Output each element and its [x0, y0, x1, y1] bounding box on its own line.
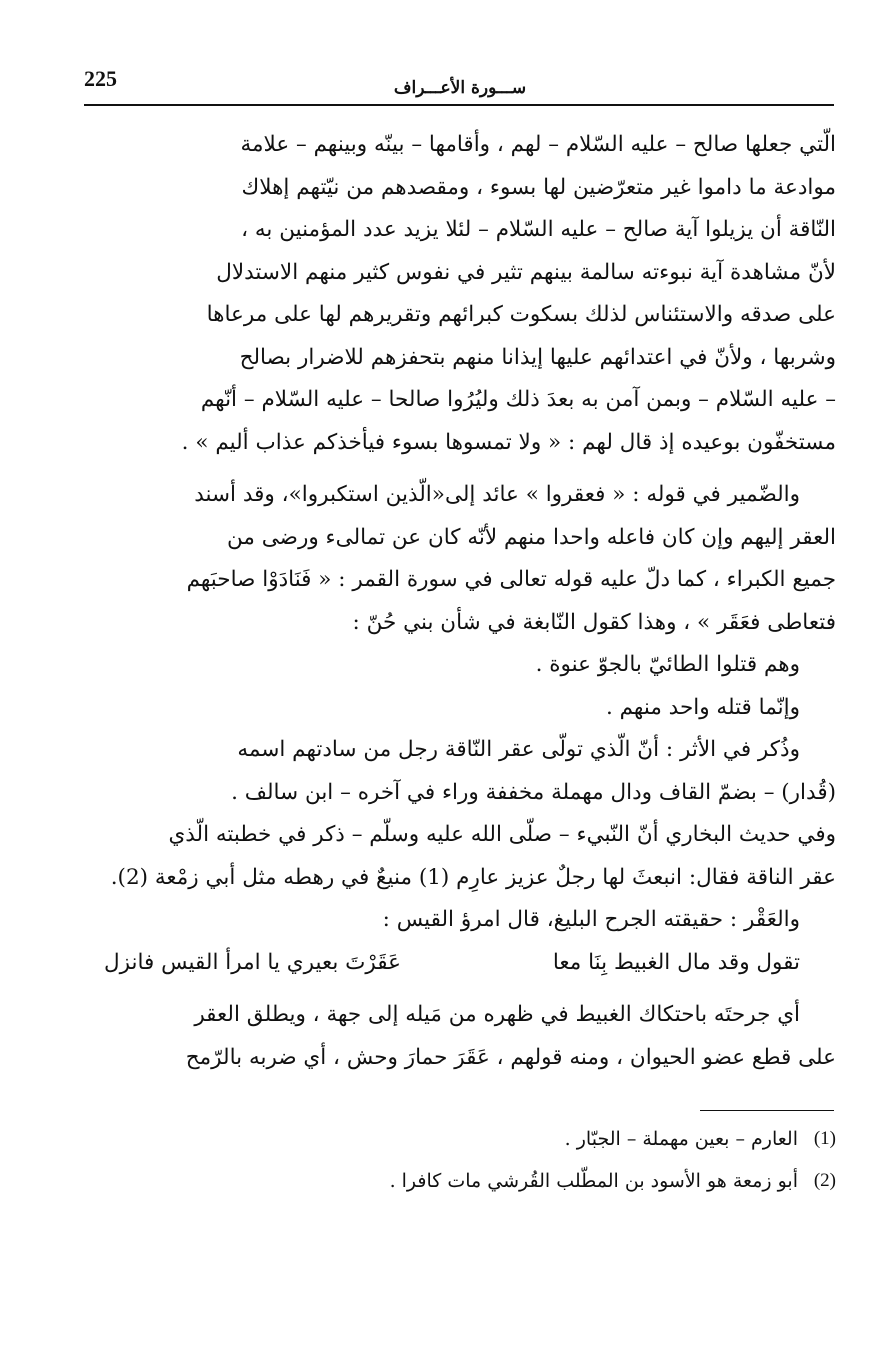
page-number: 225 — [84, 66, 117, 91]
text-line: النّاقة أن يزيلوا آية صالح – عليه السّلام – لئلا يزيد عدد المؤمنين به ، — [241, 217, 836, 242]
poem-hemistich-second: عَقَرْتَ بعيري يا امرأ القيس فانزل — [104, 949, 401, 975]
footnote-rule — [700, 1110, 834, 1111]
text-line: وشربها ، ولأنّ في اعتدائهم عليها إيذانا منهم بتحفزهم للاضرار بصالح — [239, 344, 836, 370]
footnotes — [84, 1118, 836, 1202]
footnote-number: (1) — [813, 1128, 836, 1149]
paragraph-1 — [84, 124, 836, 464]
poem-hemistich-first: تقول وقد مال الغبيط بِنَا معا — [552, 949, 800, 975]
paragraph-2 — [84, 474, 836, 644]
footnote-text: العارم – بعين مهملة – الجبّار . — [564, 1128, 798, 1150]
text-line: أي جرحتَه باحتكاك الغبيط في ظهره من مَيله إلى جهة ، ويطلق العقر — [194, 1002, 800, 1027]
footnote-number: (2) — [813, 1170, 836, 1191]
text-line: – عليه السّلام – وبمن آمن به بعدَ ذلك وليُرُوا صالحا – عليه السّلام – أنّهم — [200, 387, 836, 412]
text-line: فتعاطى فعَقَر » ، وهذا كقول النّابغة في شأن بني حُنّ : — [352, 609, 836, 635]
text-line: العقر إليهم وإن كان فاعله واحدا منهم لأنّه كان عن تمالىء ورضى من — [227, 524, 836, 550]
text-line: جميع الكبراء ، كما دلّ عليه قوله تعالى في سورة القمر : « فَنَادَوْا صاحبَهم — [186, 567, 836, 592]
verse-line: وإنّما قتله واحد منهم . — [605, 694, 800, 720]
text-line: الّتي جعلها صالح – عليه السّلام – لهم ، وأقامها – بينّه وبينهم – علامة — [240, 132, 836, 157]
text-line: على قطع عضو الحيوان ، ومنه قولهم ، عَقَرَ حمارَ وحش ، أي ضربه بالرّمح — [185, 1044, 836, 1070]
paragraph-4: والعَقْر : حقيقته الجرح البليغ، قال امرؤ القيس : — [382, 907, 800, 932]
verse-quote — [84, 644, 836, 729]
paragraph-3 — [84, 729, 836, 899]
paragraph-5 — [84, 994, 836, 1079]
main-text — [84, 124, 836, 1079]
text-line: على صدقه والاستئناس لذلك بسكوت كبرائهم وتقريرهم لها على مرعاها — [206, 302, 836, 327]
footnote-text: أبو زمعة هو الأسود بن المطّلب القُرشي مات كافرا . — [389, 1170, 798, 1192]
text-line: موادعة ما داموا غير متعرّضين لها بسوء ، ومقصدهم من نيّتهم إهلاك — [241, 174, 836, 200]
text-line: وذُكر في الأثر : أنّ الّذي تولّى عقر النّاقة رجل من سادتهم اسمه — [237, 737, 800, 762]
text-line: مستخفّون بوعيده إذ قال لهم : « ولا تمسوها بسوء فيأخذكم عذاب أليم » . — [181, 429, 836, 455]
poem-verse — [84, 942, 836, 985]
text-line: لأنّ مشاهدة آية نبوءته سالمة بينهم تثير في نفوس كثير منهم الاستدلال — [216, 259, 836, 285]
text-line: عقر الناقة فقال: انبعثَ لها رجلٌ عزيز عارِم (1) منيعٌ في رهطه مثل أبي زمْعة (2). — [110, 864, 836, 890]
verse-line: وهم قتلوا الطائيّ بالجوّ عنوة . — [535, 652, 800, 677]
text-line: (قُدار) – بضمّ القاف ودال مهملة مخففة وراء في آخره – ابن سالف . — [231, 779, 836, 805]
header-rule — [84, 104, 834, 106]
footnote-item — [84, 1160, 836, 1202]
running-title: ســـورة الأعـــراف — [393, 78, 527, 98]
text-line: وفي حديث البخاري أنّ النّبيء – صلّى الله عليه وسلّم – ذكر في خطبته الّذي — [168, 822, 836, 847]
footnote-item — [84, 1118, 836, 1160]
text-line: والضّمير في قوله : « فعقروا » عائد إلى«الّذين استكبروا»، وقد أسند — [194, 482, 800, 507]
